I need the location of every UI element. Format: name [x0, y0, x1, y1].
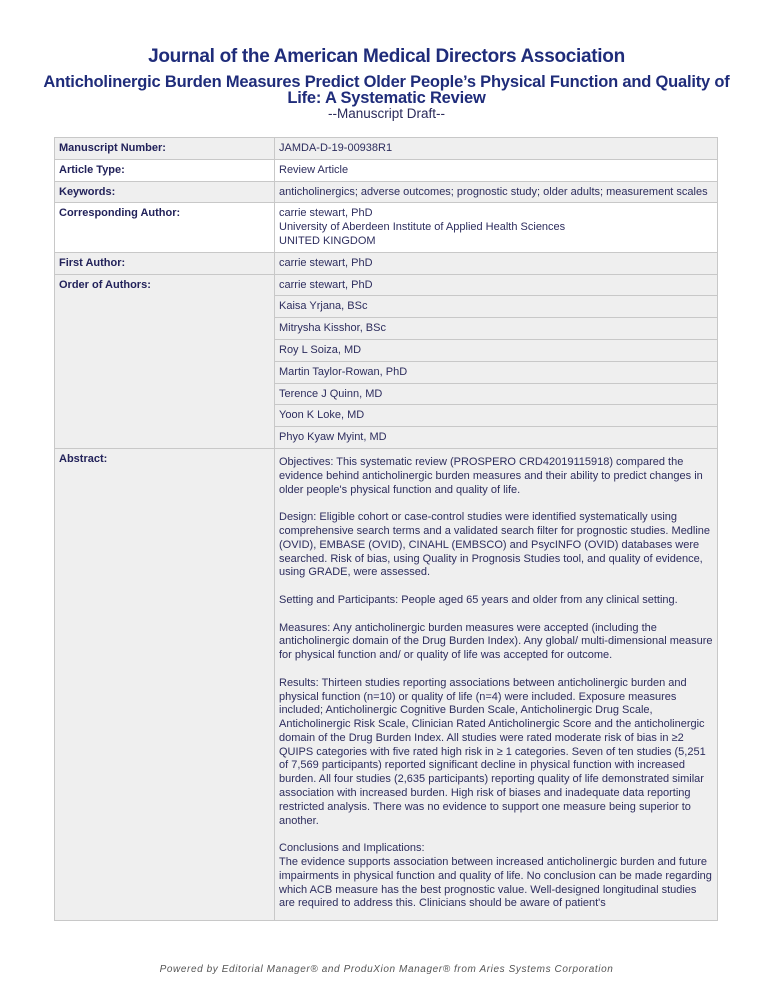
keywords-label: Keywords: — [55, 181, 275, 203]
row-article-type — [55, 159, 718, 181]
abstract-measures: Measures: Any anticholinergic burden measures were accepted (including the anticholinergic domain of the Drug Burden Index). Any global/ multi-dimensional measure for physical function and/ or quality of life was accepted for outcome. — [279, 621, 713, 662]
draft-label: --Manuscript Draft-- — [327, 106, 445, 121]
manuscript-number-label: Manuscript Number: — [55, 138, 275, 160]
corresponding-author-value — [275, 203, 718, 252]
abstract-label: Abstract: — [55, 448, 275, 920]
row-order-of-authors — [55, 274, 718, 296]
article-title: Anticholinergic Burden Measures Predict Older People’s Physical Function and Quality of Life: A Systematic Review — [43, 73, 730, 107]
keywords-value: anticholinergics; adverse outcomes; prognostic study; older adults; measurement scales — [275, 181, 718, 203]
corresponding-author-country: UNITED KINGDOM — [279, 234, 376, 247]
article-type-label: Article Type: — [55, 159, 275, 181]
author-entry: Phyo Kyaw Myint, MD — [275, 427, 718, 449]
manuscript-metadata-table — [54, 137, 718, 921]
order-of-authors-label: Order of Authors: — [55, 274, 275, 448]
journal-title: Journal of the American Medical Directors Association — [148, 46, 625, 67]
corresponding-author-name: carrie stewart, PhD — [279, 207, 373, 220]
row-corresponding-author — [55, 203, 718, 252]
abstract-value — [275, 448, 718, 920]
abstract-objectives: Objectives: This systematic review (PROSPERO CRD42019115918) compared the evidence behind anticholinergic burden measures and their ability to predict changes in older people's physical function and quality of life. — [279, 455, 703, 496]
author-entry: Mitrysha Kisshor, BSc — [275, 318, 718, 340]
row-manuscript-number — [55, 138, 718, 160]
author-entry: Yoon K Loke, MD — [275, 405, 718, 427]
corresponding-author-institution: University of Aberdeen Institute of Applied Health Sciences — [279, 221, 566, 234]
manuscript-number-value: JAMDA-D-19-00938R1 — [275, 138, 718, 160]
abstract-setting: Setting and Participants: People aged 65 years and older from any clinical setting. — [279, 593, 678, 606]
author-entry: Kaisa Yrjana, BSc — [275, 296, 718, 318]
article-type-value: Review Article — [275, 159, 718, 181]
row-first-author — [55, 252, 718, 274]
author-entry: Roy L Soiza, MD — [275, 339, 718, 361]
author-entry: Martin Taylor-Rowan, PhD — [275, 361, 718, 383]
abstract-results: Results: Thirteen studies reporting associations between anticholinergic burden and physical function (n=10) or quality of life (n=4) were included. Exposure measures included; Anticholinergic Cognitive Burden Scale, Anticholinergic Drug Scale, Anticholinergic Risk Scale, Clinician Rated Anticholinergic Score and the anticholinergic domain of the Drug Burden Index. All studies were rated moderate risk of bias in ≥2 QUIPS categories with five rated high risk in ≥ 1 categories. Seven of ten studies (5,251 of 7,569 participants) reported significant decline in physical function with increased burden. All four studies (2,635 participants) reporting quality of life demonstrated similar association with increased burden. High risk of biases and inadequate data reporting restricted analysis. There was no evidence to support one measure being superior to another. — [279, 676, 706, 827]
abstract-design: Design: Eligible cohort or case-control studies were identified systematically using comprehensive search terms and a validated search filter for prognostic studies. Medline (OVID), EMBASE (OVID), CINAHL (EMBSCO) and PsycINFO (OVID) databases were searched. Risk of bias, using Quality in Prognosis Studies tool, and quality of evidence, using GRADE, were assessed. — [279, 511, 711, 579]
row-keywords — [55, 181, 718, 203]
corresponding-author-label: Corresponding Author: — [55, 203, 275, 252]
footer-credit: Powered by Editorial Manager® and ProduXion Manager® from Aries Systems Corporation — [159, 964, 614, 975]
author-entry: Terence J Quinn, MD — [275, 383, 718, 405]
first-author-value: carrie stewart, PhD — [275, 252, 718, 274]
abstract-conclusions: Conclusions and Implications: The evidence supports association between increased anticholinergic burden and future impairments in physical function and quality of life. No conclusion can be made regarding which ACB measure has the best prognostic value. Well-designed longitudinal studies are required to address this. Clinicians should be aware of patient's — [279, 842, 712, 910]
row-abstract — [55, 448, 718, 920]
document-header — [0, 46, 773, 121]
author-entry: carrie stewart, PhD — [275, 274, 718, 296]
first-author-label: First Author: — [55, 252, 275, 274]
